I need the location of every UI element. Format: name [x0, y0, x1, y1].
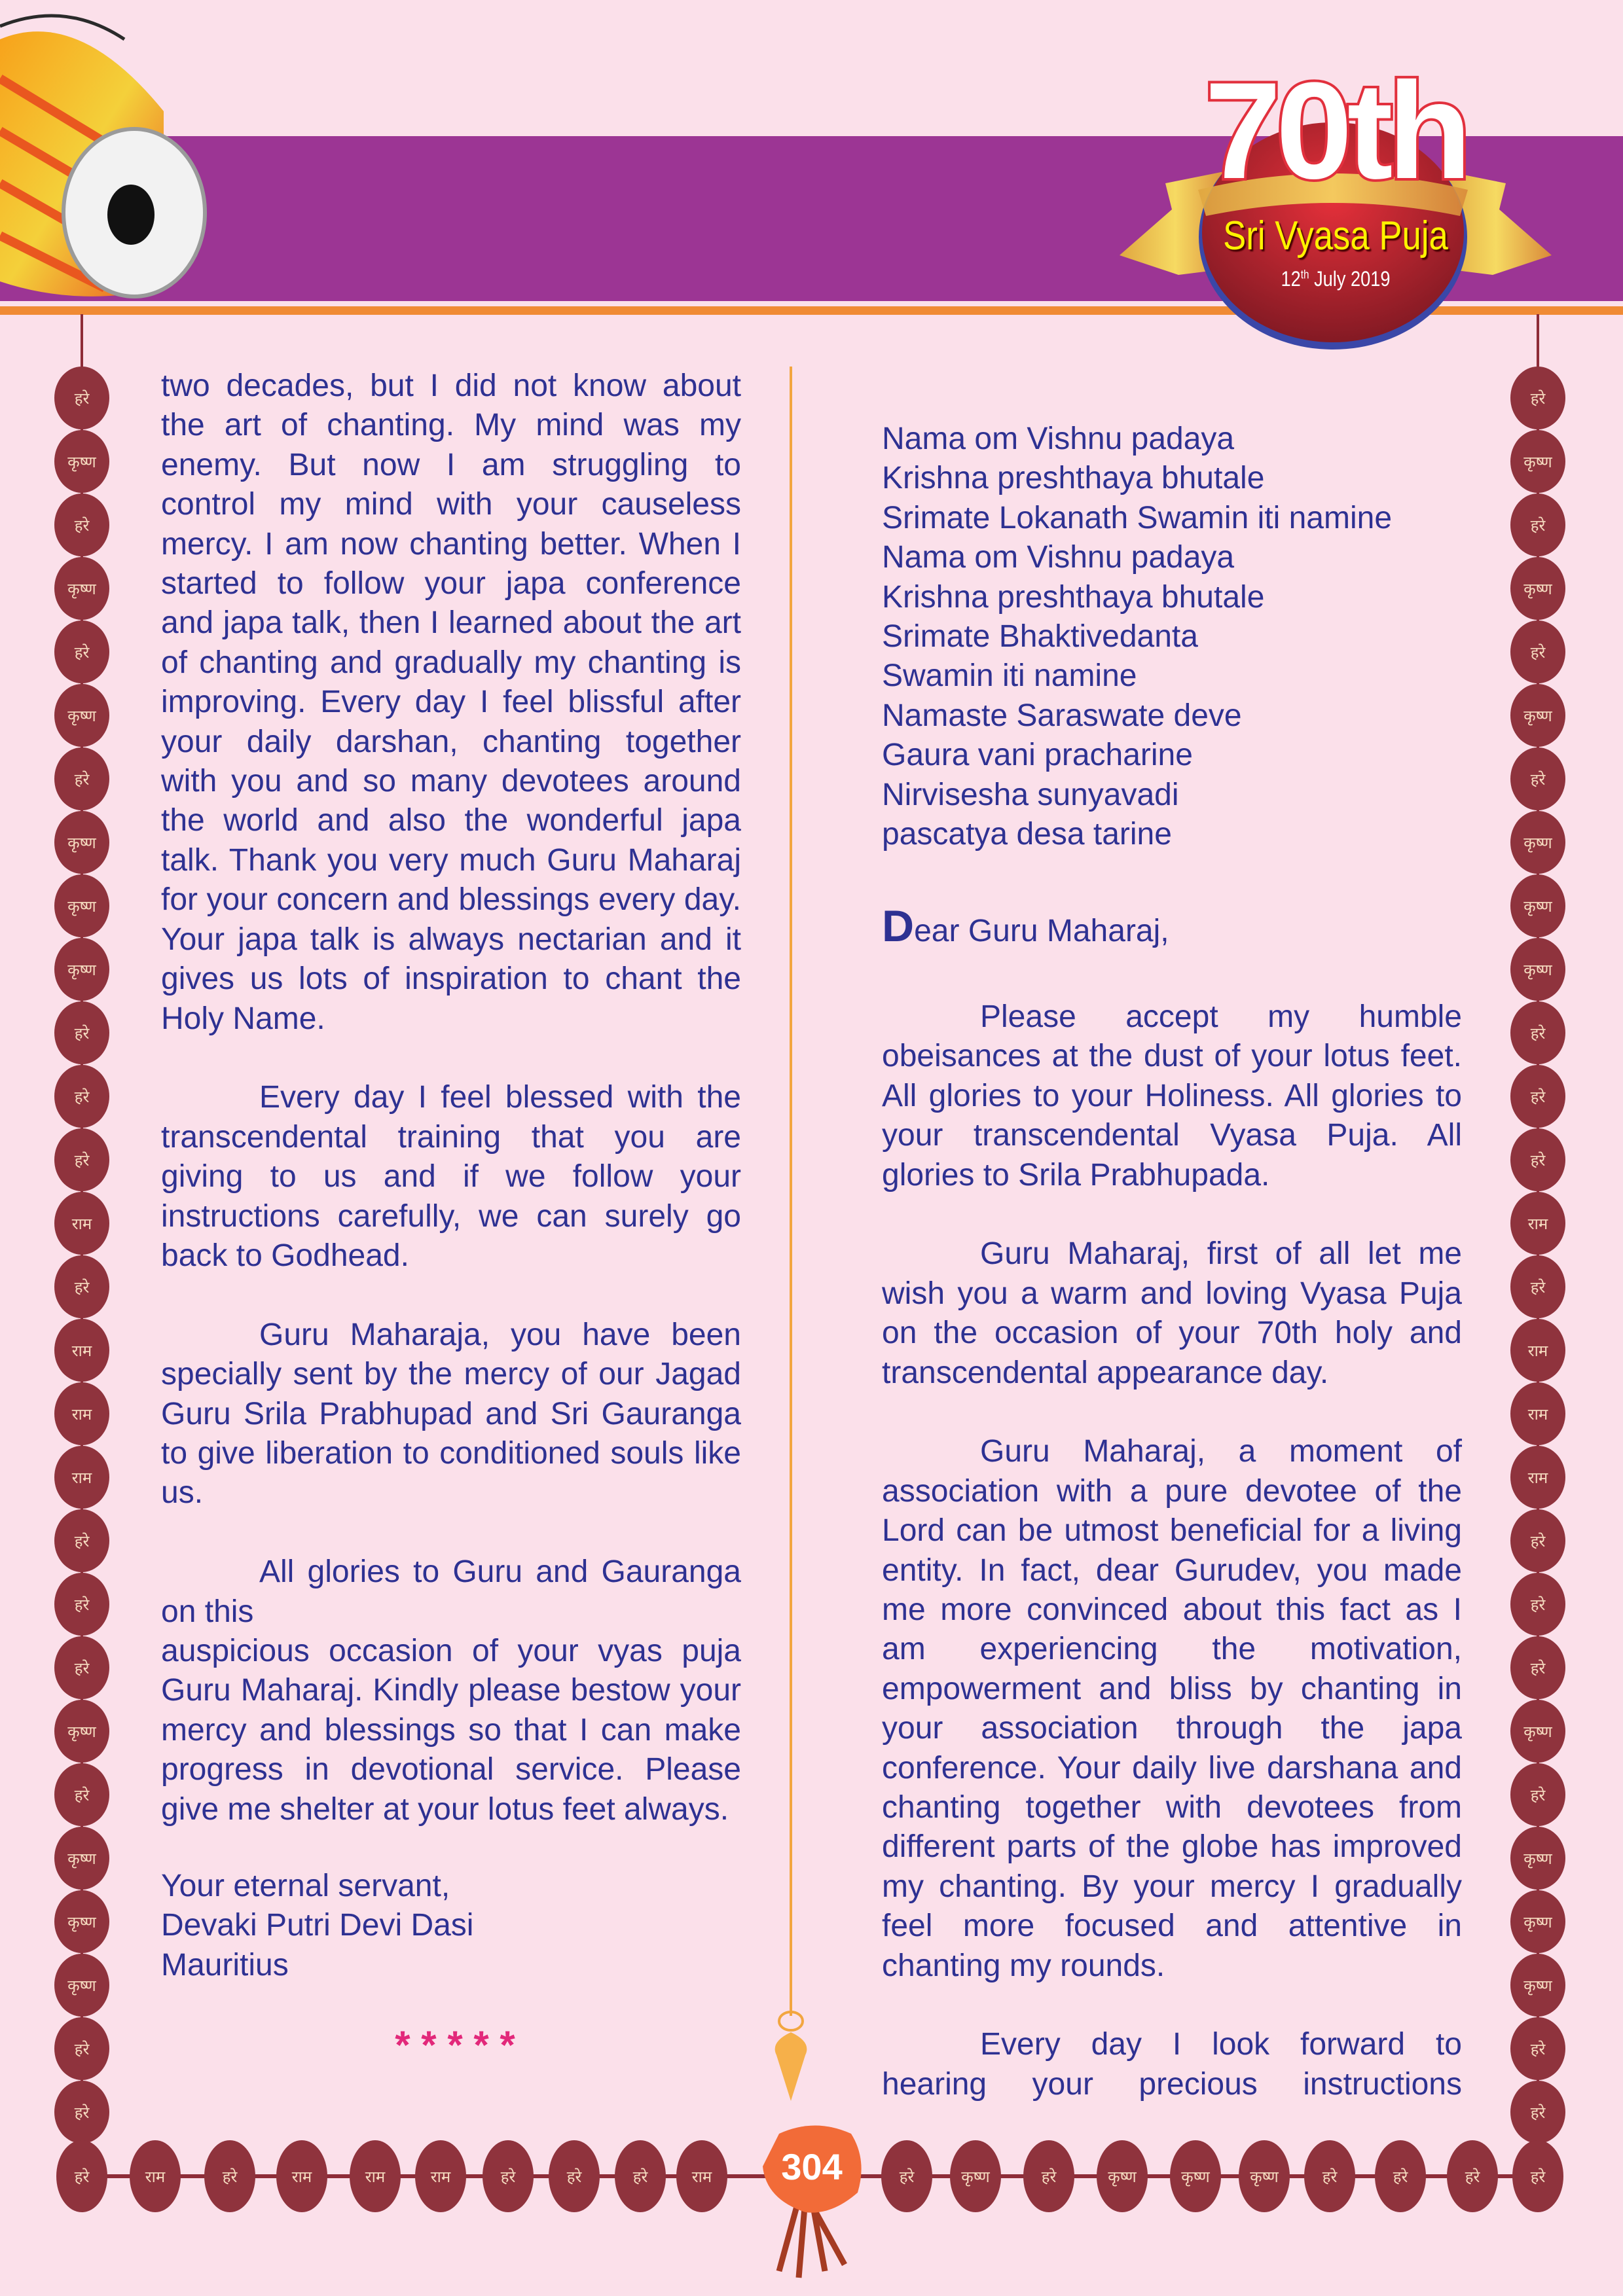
rosary-bead: हरे	[54, 1128, 109, 1191]
right-paragraphs	[882, 997, 1462, 2104]
text-line: Srimate Lokanath Swamin iti namine	[882, 500, 1393, 535]
text-line: Guru Maharaj, a moment of	[980, 1434, 1462, 1469]
text-line: Mauritius	[161, 1947, 289, 1982]
text-line: different parts of the globe has improved	[882, 1829, 1462, 1865]
text-line: Nama om Vishnu padaya	[882, 422, 1235, 456]
rosary-bead: हरे	[54, 1573, 109, 1636]
text-line: association with a pure devotee of the	[882, 1473, 1462, 1509]
rosary-bead: हरे	[1510, 1573, 1565, 1636]
rosary-bead: कृष्ण	[1510, 1827, 1565, 1890]
rosary-bead: राम	[130, 2140, 181, 2212]
signature-block	[161, 1867, 741, 1985]
text-line: Holy Name.	[161, 1001, 325, 1036]
rosary-bead: कृष्ण	[1510, 874, 1565, 937]
text-line: me more convinced about this fact as I	[882, 1592, 1462, 1627]
page-number: 304	[781, 2146, 843, 2187]
rosary-bead: हरे	[54, 1001, 109, 1064]
rosary-bead: हरे	[549, 2140, 600, 2212]
rosary-bead: कृष्ण	[54, 1954, 109, 2017]
badge-date: 12th July 2019	[1281, 267, 1391, 291]
rosary-bead: हरे	[54, 1636, 109, 1699]
text-line: and japa talk, then I learned about the art	[161, 605, 741, 641]
text-line: specially sent by the mercy of our Jagad	[161, 1357, 741, 1392]
text-line: enemy. But now I am struggling to	[161, 447, 741, 482]
text-line: glories to Srila Prabhupada.	[882, 1157, 1270, 1193]
text-line: my chanting. By your mercy I gradually	[882, 1869, 1462, 1904]
text-line: Please accept my humble	[980, 999, 1462, 1034]
text-line: feel more focused and attentive in	[882, 1909, 1462, 1944]
text-line: the world and also the wonderful japa	[161, 803, 741, 838]
rosary-bead: हरे	[56, 2140, 107, 2212]
rosary-bead: हरे	[54, 747, 109, 810]
rosary-bead: कृष्ण	[1510, 1954, 1565, 2017]
text-line: instructions carefully, we can surely go	[161, 1198, 741, 1234]
text-line: pascatya desa tarine	[882, 817, 1172, 852]
paragraph	[161, 1632, 741, 1829]
rosary-bead: हरे	[1510, 2017, 1565, 2080]
rosary-bead: कृष्ण	[54, 557, 109, 620]
text-line: Lord can be utmost beneficial for a living	[882, 1513, 1462, 1549]
paragraph	[882, 997, 1462, 1195]
text-line: Guru Maharaja, you have been	[259, 1317, 741, 1352]
text-line: us.	[161, 1475, 204, 1511]
rosary-bead: कृष्ण	[950, 2140, 1001, 2212]
rosary-bead: राम	[1510, 1192, 1565, 1255]
text-line: transcendental training that you are	[161, 1119, 741, 1155]
paragraph	[882, 2025, 1462, 2104]
text-line: to give liberation to conditioned souls like	[161, 1435, 741, 1471]
rosary-bead: हरे	[1510, 1255, 1565, 1318]
rosary-bead: हरे	[54, 1763, 109, 1826]
text-line: gives us lots of inspiration to chant the	[161, 961, 741, 997]
rosary-bead: राम	[54, 1382, 109, 1445]
rosary-bead: कृष्ण	[1170, 2140, 1221, 2212]
text-line: mercy. I am now chanting better. When I	[161, 526, 741, 562]
text-line: hearing your precious instructions	[882, 2066, 1462, 2102]
text-line: am experiencing the motivation,	[882, 1632, 1462, 1667]
rosary-bead: हरे	[1510, 367, 1565, 429]
rosary-bead: हरे	[483, 2140, 534, 2212]
rosary-bead: हरे	[204, 2140, 255, 2212]
paragraph	[882, 1234, 1462, 1393]
rosary-bead: हरे	[1023, 2140, 1074, 2212]
text-line: Every day I feel blessed with the	[259, 1080, 741, 1115]
text-line: Krishna preshthaya bhutale	[882, 461, 1265, 496]
rosary-bead: हरे	[1510, 1065, 1565, 1128]
verse	[882, 420, 1462, 854]
mridanga-drum-icon	[0, 0, 216, 321]
rosary-bead: हरे	[54, 1255, 109, 1318]
rosary-bead: राम	[54, 1319, 109, 1382]
text-line: Krishna preshthaya bhutale	[882, 579, 1265, 615]
rosary-bead: हरे	[1510, 493, 1565, 556]
rosary-bead: राम	[350, 2140, 401, 2212]
text-line: two decades, but I did not know about	[161, 368, 741, 403]
rosary-bead: कृष्ण	[1510, 557, 1565, 620]
text-line: mercy and blessings so that I can make	[161, 1712, 741, 1748]
rosary-bead: राम	[1510, 1446, 1565, 1509]
salutation: Dear Guru Maharaj,	[882, 901, 1169, 952]
text-line: the art of chanting. My mind was my	[161, 408, 741, 443]
text-line: Guru Maharaj. Kindly please bestow your	[161, 1673, 741, 1708]
text-line: Swamin iti namine	[882, 658, 1137, 694]
text-line: Nama om Vishnu padaya	[882, 540, 1235, 575]
text-line: Devaki Putri Devi Dasi	[161, 1908, 474, 1943]
rosary-bead: हरे	[1510, 2081, 1565, 2144]
paragraph	[161, 367, 741, 1039]
rosary-bead: राम	[276, 2140, 327, 2212]
text-line: your association through the japa	[882, 1711, 1462, 1746]
column-divider	[790, 367, 792, 2016]
text-line: on the occasion of your 70th holy and	[882, 1316, 1462, 1351]
rosary-bead: हरे	[1510, 620, 1565, 683]
text-line: on this	[161, 1594, 254, 1629]
rosary-bead: हरे	[54, 2017, 109, 2080]
rosary-bead: कृष्ण	[1097, 2140, 1148, 2212]
text-line: auspicious occasion of your vyas puja	[161, 1633, 741, 1668]
text-line: Nirvisesha sunyavadi	[882, 777, 1179, 812]
paragraph	[161, 1552, 741, 1632]
rosary-bead: हरे	[1510, 1509, 1565, 1572]
rosary-bead: कृष्ण	[54, 684, 109, 747]
text-line: conference. Your daily live darshana and	[882, 1750, 1462, 1785]
text-line: give me shelter at your lotus feet always.	[161, 1791, 729, 1827]
text-line: Gaura vani pracharine	[882, 738, 1193, 773]
rosary-bead: राम	[676, 2140, 727, 2212]
text-line: with you and so many devotees around	[161, 764, 741, 799]
right-column-text	[882, 420, 1462, 2104]
rosary-bead: कृष्ण	[54, 1890, 109, 1953]
text-line: obeisances at the dust of your lotus feet.	[882, 1039, 1462, 1074]
text-line: your daily darshan, chanting together	[161, 724, 741, 759]
rosary-bead: राम	[54, 1192, 109, 1255]
text-line: talk. Thank you very much Guru Maharaj	[161, 842, 741, 878]
rosary-bead: कृष्ण	[54, 811, 109, 874]
section-separator-stars: * * * * *	[395, 2023, 515, 2067]
text-line: empowerment and bliss by chanting in	[882, 1671, 1462, 1706]
badge-ordinal: 70th	[1205, 54, 1467, 207]
text-line: started to follow your japa conference	[161, 566, 741, 601]
rosary-bead: कृष्ण	[54, 430, 109, 493]
text-line: transcendental appearance day.	[882, 1355, 1329, 1390]
text-line: chanting together with devotees from	[882, 1789, 1462, 1825]
rosary-bead: हरे	[615, 2140, 666, 2212]
rosary-bead: हरे	[54, 1509, 109, 1572]
text-line: improving. Every day I feel blissful after	[161, 685, 741, 720]
text-line: control my mind with your causeless	[161, 487, 741, 522]
paragraph	[882, 1432, 1462, 1986]
rosary-bead: हरे	[54, 620, 109, 683]
rosary-bead: राम	[1510, 1319, 1565, 1382]
text-line: progress in devotional service. Please	[161, 1752, 741, 1787]
text-line: wish you a warm and loving Vyasa Puja	[882, 1276, 1462, 1311]
rosary-bead: हरे	[54, 2081, 109, 2144]
rosary-bead: हरे	[1510, 747, 1565, 810]
paragraph	[161, 1316, 741, 1513]
rosary-bead: कृष्ण	[1510, 938, 1565, 1001]
rosary-bead: कृष्ण	[54, 874, 109, 937]
rosary-bead: हरे	[1510, 1001, 1565, 1064]
rosary-bead: हरे	[54, 367, 109, 429]
rosary-bead: राम	[54, 1446, 109, 1509]
rosary-bead: कृष्ण	[54, 1827, 109, 1890]
text-line: entity. In fact, dear Gurudev, you made	[882, 1552, 1462, 1588]
rosary-bead: हरे	[54, 493, 109, 556]
rosary-bead: कृष्ण	[1510, 811, 1565, 874]
text-line: All glories to Guru and Gauranga	[259, 1554, 741, 1590]
rosary-bead: कृष्ण	[1510, 1700, 1565, 1763]
paragraph	[161, 1078, 741, 1276]
rosary-bead: हरे	[1375, 2140, 1426, 2212]
rosary-bead: कृष्ण	[1510, 430, 1565, 493]
text-line: Srimate Bhaktivedanta	[882, 619, 1198, 655]
rosary-bead: हरे	[1304, 2140, 1355, 2212]
text-line: back to Godhead.	[161, 1238, 409, 1273]
badge-title: Sri Vyasa Puja	[1223, 213, 1448, 259]
rosary-bead: राम	[1510, 1382, 1565, 1445]
rosary-bead: हरे	[881, 2140, 932, 2212]
text-line: of chanting and gradually my chanting is	[161, 645, 741, 680]
text-line: Your japa talk is always nectarian and it	[161, 922, 741, 957]
rosary-bead: हरे	[1510, 1763, 1565, 1826]
text-line: Every day I look forward to	[980, 2027, 1462, 2062]
text-line: All glories to your Holiness. All glories to	[882, 1078, 1462, 1113]
rosary-bead: कृष्ण	[54, 1700, 109, 1763]
rosary-bead: हरे	[1510, 1636, 1565, 1699]
text-line: chanting my rounds.	[882, 1948, 1165, 1983]
text-line: Guru Maharaj, first of all let me	[980, 1236, 1462, 1272]
rosary-bead: कृष्ण	[1239, 2140, 1290, 2212]
rosary-bead: कृष्ण	[1510, 1890, 1565, 1953]
text-line: for your concern and blessings every day.	[161, 882, 741, 918]
divider-drop-ornament	[766, 2003, 818, 2108]
rosary-bead: हरे	[54, 1065, 109, 1128]
text-line: giving to us and if we follow your	[161, 1159, 741, 1194]
text-line: Namaste Saraswate deve	[882, 698, 1242, 733]
rosary-bead: हरे	[1510, 1128, 1565, 1191]
rosary-bead: कृष्ण	[1510, 684, 1565, 747]
text-line: Your eternal servant,	[161, 1869, 450, 1903]
rosary-bead: कृष्ण	[54, 938, 109, 1001]
text-line: Guru Srila Prabhupad and Sri Gauranga	[161, 1396, 741, 1431]
rosary-bead: हरे	[1512, 2140, 1563, 2212]
left-column-text	[161, 367, 741, 1829]
rosary-bead: राम	[415, 2140, 466, 2212]
rosary-bead: हरे	[1447, 2140, 1498, 2212]
text-line: your transcendental Vyasa Puja. All	[882, 1118, 1462, 1153]
